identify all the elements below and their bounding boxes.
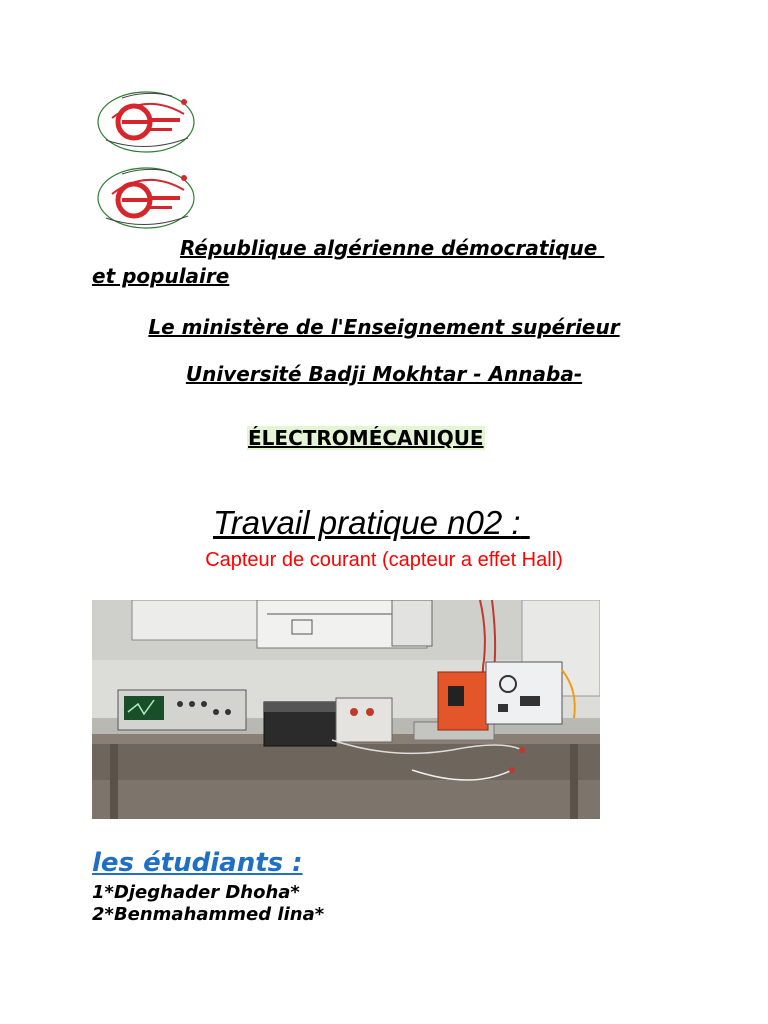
- university-title: Université Badji Mokhtar - Annaba-: [185, 362, 583, 386]
- students-heading: les étudiants :: [92, 848, 303, 878]
- lab-equipment-photo: [92, 600, 600, 819]
- department-title: ÉLECTROMÉCANIQUE: [248, 426, 484, 450]
- practical-work-title: [213, 504, 530, 542]
- republic-line-1: République algérienne démocratique: [180, 236, 605, 260]
- ministry-title: Le ministère de l'Enseignement supérieur: [148, 315, 620, 339]
- practical-work-title-trailing: [521, 504, 530, 541]
- university-logo: [92, 88, 200, 156]
- student-item: 2*Benmahammed lina*: [92, 904, 325, 925]
- practical-work-subtitle: Capteur de courant (capteur a effet Hall): [205, 549, 563, 571]
- university-logo-duplicate: [92, 164, 200, 232]
- republic-line-2: et populaire: [92, 264, 230, 288]
- practical-work-title-text: Travail pratique n02 :: [213, 504, 521, 541]
- student-item: 1*Djeghader Dhoha*: [92, 882, 300, 903]
